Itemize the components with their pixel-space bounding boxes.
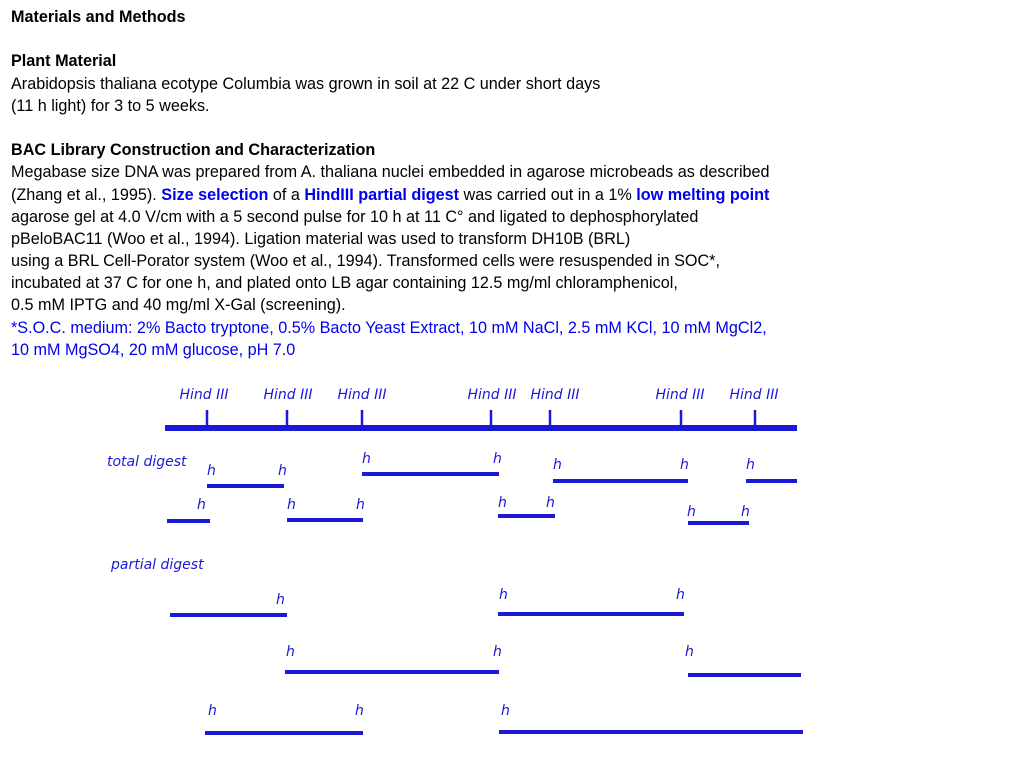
hindiii-site-label: Hind III (263, 387, 313, 403)
h-site-marker: h (493, 451, 502, 467)
h-site-marker: h (356, 497, 365, 513)
soc-note-1: *S.O.C. medium: 2% Bacto tryptone, 0.5% Bacto Yeast Extract, 10 mM NaCl, 2.5 mM KCl, 10 mM MgCl2, (11, 318, 767, 337)
total-digest-fragments (167, 474, 797, 523)
h-site-marker: h (355, 703, 364, 719)
hindiii-site-label: Hind III (337, 387, 387, 403)
h-site-marker: h (499, 587, 508, 603)
h-site-marker: h (501, 703, 510, 719)
partial-digest-h-labels (208, 587, 694, 719)
h-site-marker: h (498, 495, 507, 511)
bac-line-6: incubated at 37 C for one h, and plated onto LB agar containing 12.5 mg/ml chloramphenicol, (11, 274, 678, 293)
bac-line-4: pBeloBAC11 (Woo et al., 1994). Ligation material was used to transform DH10B (BRL) (11, 229, 631, 248)
h-site-marker: h (208, 703, 217, 719)
h-site-marker: h (553, 457, 562, 473)
hindiii-site-label: Hind III (729, 387, 779, 403)
size-selection-highlight: Size selection (161, 185, 269, 204)
total-digest-label: total digest (107, 454, 187, 470)
h-site-marker: h (741, 504, 750, 520)
hindiii-site-label: Hind III (530, 387, 580, 403)
bac-line-1: Megabase size DNA was prepared from A. thaliana nuclei embedded in agarose microbeads as described (11, 163, 770, 182)
partial-digest-fragments (170, 614, 803, 733)
hindiii-digest-diagram (0, 370, 1024, 768)
h-site-marker: h (362, 451, 371, 467)
plant-heading: Plant Material (11, 52, 117, 71)
h-site-marker: h (197, 497, 206, 513)
h-site-marker: h (687, 504, 696, 520)
h-site-marker: h (207, 463, 216, 479)
bac-line-2-text-b: of a (268, 185, 305, 204)
bac-line-5: using a BRL Cell-Porator system (Woo et al., 1994). Transformed cells were resuspended in SOC*, (11, 252, 720, 271)
h-site-marker: h (680, 457, 689, 473)
section-title: Materials and Methods (11, 8, 186, 26)
low-melting-point-highlight: low melting point (636, 185, 770, 204)
hindiii-site-label: Hind III (655, 387, 705, 403)
partial-digest-label: partial digest (111, 557, 204, 573)
bac-line-2-text-c: was carried out in a 1% (459, 185, 637, 204)
h-site-marker: h (287, 497, 296, 513)
bac-line-7: 0.5 mM IPTG and 40 mg/ml X-Gal (screening). (11, 296, 346, 315)
h-site-marker: h (685, 644, 694, 660)
hindiii-partial-digest-highlight: HindIII partial digest (304, 185, 460, 204)
h-site-marker: h (493, 644, 502, 660)
plant-line-2: (11 h light) for 3 to 5 weeks. (11, 96, 210, 115)
h-site-marker: h (676, 587, 685, 603)
h-site-marker: h (276, 592, 285, 608)
soc-note-2: 10 mM MgSO4, 20 mM glucose, pH 7.0 (11, 340, 296, 359)
hindiii-site-label: Hind III (467, 387, 517, 403)
h-site-marker: h (278, 463, 287, 479)
methods-text (11, 6, 1011, 361)
hindiii-site-labels (179, 387, 778, 403)
hindiii-site-label: Hind III (179, 387, 229, 403)
h-site-marker: h (746, 457, 755, 473)
bac-line-2-text-a: (Zhang et al., 1995). (11, 185, 162, 204)
h-site-marker: h (546, 495, 555, 511)
bac-line-3: agarose gel at 4.0 V/cm with a 5 second pulse for 10 h at 11 C° and ligated to dephosphorylated (11, 207, 699, 226)
plant-line-1: Arabidopsis thaliana ecotype Columbia was grown in soil at 22 C under short days (11, 74, 601, 93)
bac-line-2 (11, 184, 1011, 206)
h-site-marker: h (286, 644, 295, 660)
bac-heading: BAC Library Construction and Characterization (11, 141, 376, 160)
hindiii-site-ticks (207, 410, 755, 426)
